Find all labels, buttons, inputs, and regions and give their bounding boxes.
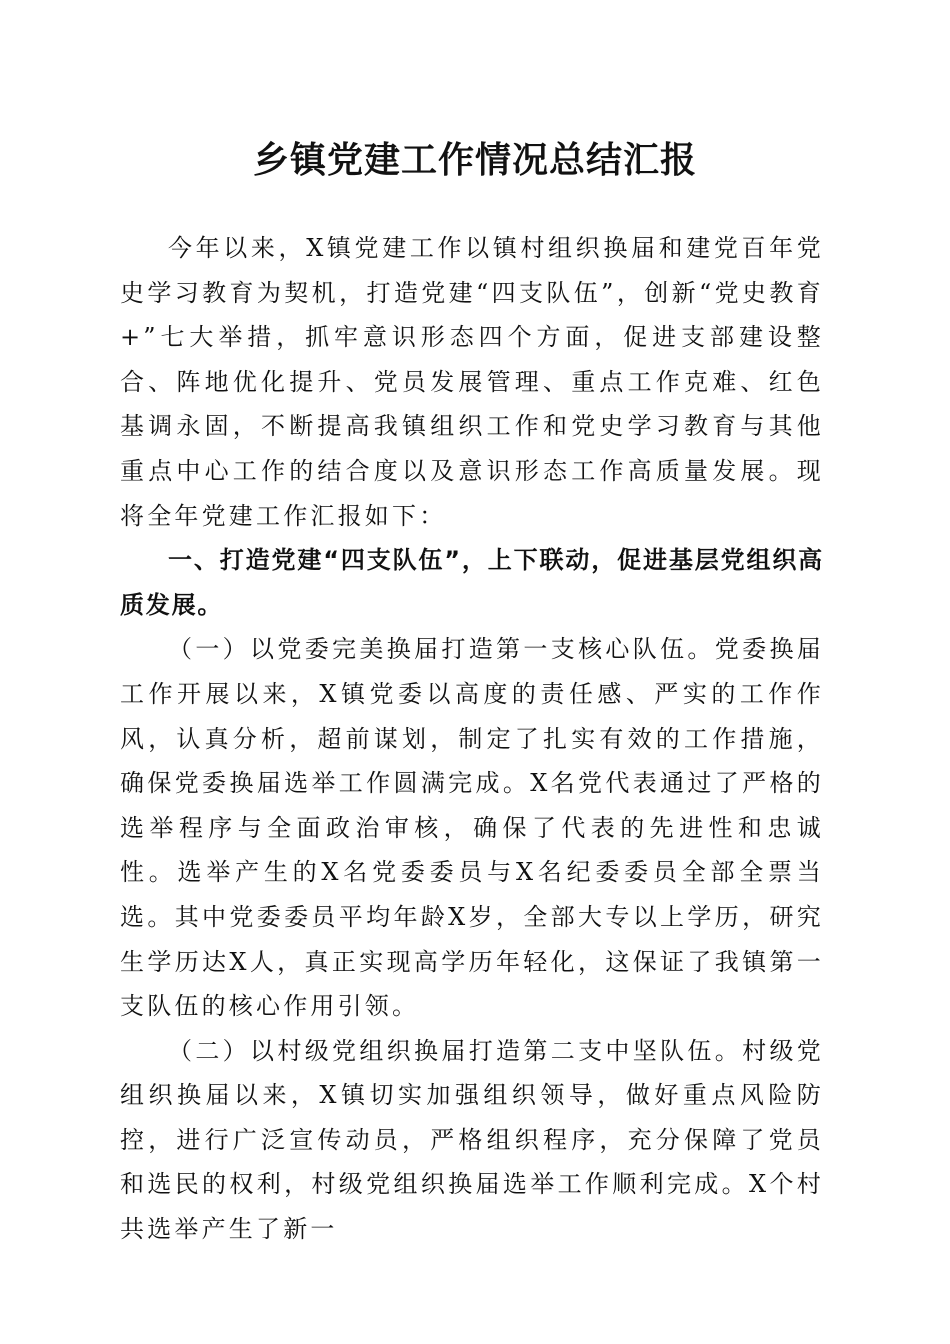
document-title: 乡镇党建工作情况总结汇报 bbox=[252, 139, 697, 181]
subsection-1-text: 党委换届工作开展以来，X镇党委以高度的责任感、严实的工作作风，认真分析，超前谋划，制定了扎实有效的工作措施，确保党委换届选举工作圆满完成。X名党代表通过了严格的选举程序与全面政治审核，确保了代表的先进性和忠诚性。选举产生的X名党委委员与X名纪委委员全部全票当选。其中党委委员平均年龄X岁，全部大专以上学历，研究生学历达X人，真正实现高学历年轻化，这保证了我镇第一支队伍的核心作用引领。 bbox=[120, 635, 824, 1021]
subsection-1-paragraph bbox=[120, 627, 824, 1028]
subsection-2-lead: （二）以村级党组织换届打造第二支中坚队伍。 bbox=[168, 1036, 743, 1065]
subsection-1-lead: （一）以党委完美换届打造第一支核心队伍。 bbox=[168, 635, 715, 664]
subsection-2-paragraph bbox=[120, 1029, 824, 1252]
intro-paragraph: 今年以来，X镇党建工作以镇村组织换届和建党百年党史学习教育为契机，打造党建“四支队伍”，创新“党史教育+”七大举措，抓牢意识形态四个方面，促进支部建设整合、阵地优化提升、党员发展管理、重点工作克难、红色基调永固，不断提高我镇组织工作和党史学习教育与其他重点中心工作的结合度以及意识形态工作高质量发展。现将全年党建工作汇报如下： bbox=[120, 234, 824, 530]
section-heading: 一、打造党建“四支队伍”，上下联动，促进基层党组织高质发展。 bbox=[120, 546, 824, 619]
document-body bbox=[120, 226, 824, 1252]
subsection-2-text: 村级党组织换届以来，X镇切实加强组织领导，做好重点风险防控，进行广泛宣传动员，严格组织程序，充分保障了党员和选民的权利，村级党组织换届选举工作顺利完成。X个村共选举产生了新一 bbox=[120, 1036, 824, 1244]
